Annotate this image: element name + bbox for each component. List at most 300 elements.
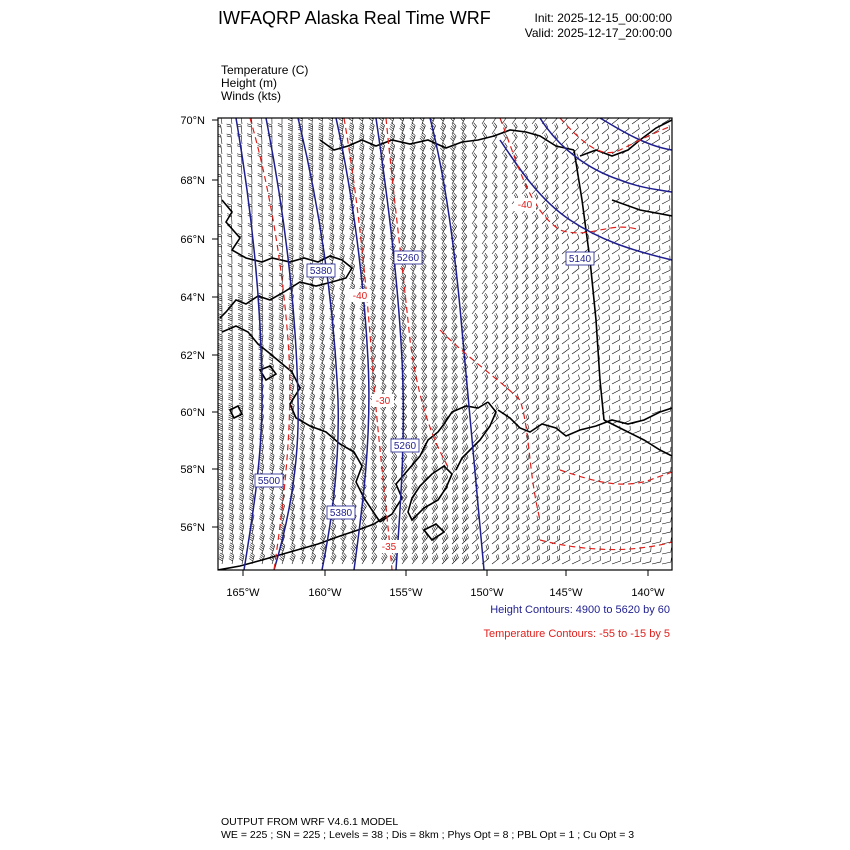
wind-barb (632, 195, 640, 204)
wind-barb (652, 537, 661, 544)
wind-barb (562, 495, 570, 504)
wind-barb (360, 443, 366, 454)
wind-barb (421, 393, 427, 404)
wind-barb (612, 335, 620, 344)
wind-barb (369, 163, 374, 174)
wind-barb (562, 314, 569, 324)
wind-barb (562, 515, 570, 524)
wind-barb (330, 383, 335, 394)
wind-barb (228, 273, 232, 284)
wind-barb (642, 145, 650, 154)
wind-barb (219, 523, 224, 534)
wind-barb (360, 433, 366, 444)
wind-barb (319, 363, 324, 374)
wind-barb (582, 465, 590, 474)
wind-barb (257, 124, 262, 134)
wind-barb (552, 184, 558, 194)
wind-barb (582, 506, 590, 514)
wind-barb (522, 213, 528, 224)
wind-barb (227, 164, 232, 174)
wind-barb (249, 443, 254, 454)
wind-barb (390, 343, 396, 354)
wind-barb (411, 323, 417, 334)
wind-barb (461, 203, 467, 214)
wind-barb (642, 205, 650, 214)
wind-barb (218, 483, 223, 494)
wind-barb (350, 463, 356, 474)
wind-barb (612, 305, 620, 314)
wind-barb (482, 484, 489, 494)
wind-barb (320, 423, 325, 434)
wind-barb (391, 423, 397, 434)
wind-barb (512, 364, 519, 374)
wind-barb (216, 144, 222, 154)
wind-barb (472, 203, 477, 214)
wind-barb (319, 203, 324, 214)
wind-barb (248, 263, 252, 274)
wind-barb (532, 284, 538, 294)
wind-barb (369, 183, 374, 194)
wind-barb (582, 475, 590, 484)
wind-barb (411, 303, 417, 314)
wind-barb (339, 293, 344, 304)
wind-barb (441, 303, 447, 314)
wind-barb (269, 383, 274, 394)
wind-barb (612, 456, 620, 464)
wind-barb (452, 433, 458, 444)
wind-barb (532, 545, 540, 554)
wind-barb (612, 486, 620, 494)
wind-barb (572, 405, 580, 414)
wind-barb (592, 486, 600, 494)
wind-barb (472, 343, 478, 354)
wind-barb (482, 143, 487, 154)
wind-barb (228, 373, 232, 384)
wind-barb (492, 203, 497, 214)
wind-barb (642, 275, 650, 284)
wind-barb (562, 364, 569, 374)
wind-barb (462, 554, 469, 564)
wind-barb (572, 124, 578, 134)
wind-barb (472, 363, 478, 374)
wind-barb (299, 243, 304, 254)
wind-barb (380, 373, 386, 384)
wind-barb (552, 214, 558, 224)
wind-barb (370, 383, 376, 394)
wind-barb (370, 433, 376, 444)
wind-barb (572, 144, 578, 154)
wind-barb (279, 413, 284, 424)
wind-barb (642, 265, 650, 274)
wind-barb (542, 294, 549, 304)
wind-barb (320, 393, 325, 404)
wind-barb (652, 245, 660, 254)
wind-barb (298, 183, 303, 194)
wind-barb (652, 437, 661, 444)
wind-barb (258, 243, 262, 254)
wind-barb (502, 554, 509, 564)
wind-barb (229, 533, 234, 544)
wind-barb (249, 433, 254, 444)
wind-barb (582, 365, 590, 374)
wind-barb (472, 253, 477, 264)
wind-barb (592, 556, 600, 564)
wind-barb (227, 174, 232, 184)
wind-barb (562, 545, 570, 554)
wind-barb (421, 343, 427, 354)
wind-barb (642, 155, 650, 164)
wind-barb (452, 493, 458, 504)
wind-barb (461, 263, 467, 274)
wind-barb (552, 384, 559, 394)
wind-barb (662, 497, 671, 504)
wind-barb (662, 316, 670, 324)
wind-barb (339, 183, 344, 194)
wind-barb (400, 193, 406, 204)
wind-barb (562, 304, 569, 314)
wind-barb (400, 123, 405, 134)
wind-barb (482, 303, 488, 314)
wind-barb (542, 254, 549, 264)
wind-barb (258, 193, 262, 204)
wind-barb (522, 545, 529, 554)
wind-barb (522, 504, 529, 514)
wind-barb (289, 333, 294, 344)
wind-barb (572, 455, 580, 464)
wind-barb (622, 436, 630, 444)
wind-barb (229, 553, 234, 564)
wind-barb (522, 354, 529, 364)
wind-barb (532, 555, 540, 564)
wind-barb (218, 473, 223, 484)
wind-barb (612, 265, 620, 274)
wind-barb (662, 417, 671, 424)
wind-barb (248, 373, 253, 384)
wind-barb (431, 303, 437, 314)
wind-barb (389, 143, 394, 154)
wind-barb (257, 114, 262, 124)
wind-barb (502, 243, 508, 254)
wind-barb (652, 457, 661, 464)
wind-barb (431, 373, 437, 384)
wind-barb (592, 546, 600, 554)
wind-barb (329, 213, 334, 224)
wind-barb (592, 506, 600, 514)
wind-barb (269, 533, 274, 544)
wind-barb (359, 133, 364, 144)
wind-barb (542, 284, 549, 294)
wind-barb (652, 286, 660, 294)
wind-barb (612, 476, 620, 484)
wind-barb (642, 426, 650, 434)
wind-barb (391, 463, 397, 474)
wind-barb (582, 546, 590, 554)
wind-barb (239, 543, 244, 554)
wind-barb (552, 244, 559, 254)
wind-barb (239, 463, 244, 474)
wind-barb (237, 184, 242, 194)
wind-barb (430, 223, 436, 234)
model-info-line2: WE = 225 ; SN = 225 ; Levels = 38 ; Dis = 8km ; Phys Opt = 8 ; PBL Opt = 1 ; Cu Opt = 3 (221, 829, 635, 841)
wind-barb (339, 283, 344, 294)
wind-barb (532, 213, 538, 224)
wind-barb (572, 485, 580, 494)
wind-barb (227, 194, 232, 204)
wind-barb (269, 333, 274, 344)
wind-barb (279, 223, 283, 234)
wind-barb (602, 194, 609, 204)
wind-barb (572, 465, 580, 474)
wind-barb (442, 443, 448, 454)
wind-barb (218, 503, 223, 514)
wind-barb (532, 344, 539, 354)
wind-barb (349, 233, 354, 244)
wind-barb (216, 154, 222, 164)
wind-barb (420, 223, 426, 234)
variable-winds: Winds (kts) (221, 89, 281, 103)
wind-barb (642, 296, 650, 304)
wind-barb (288, 213, 293, 224)
wind-barb (390, 333, 396, 344)
wind-barb (420, 193, 426, 204)
wind-barb (411, 473, 417, 484)
wind-barb (542, 515, 550, 524)
wind-barb (662, 205, 670, 214)
wind-barb (310, 523, 316, 534)
wind-barb (279, 323, 284, 334)
wind-barb (269, 393, 274, 404)
wind-barb (441, 203, 447, 214)
wind-barb (482, 444, 488, 454)
wind-barb (238, 353, 243, 364)
wind-barb (602, 425, 610, 434)
wind-barb (482, 464, 489, 474)
wind-barb (329, 243, 334, 254)
wind-barb (441, 273, 447, 284)
wind-barb (512, 253, 518, 264)
wind-barb (522, 535, 529, 544)
wind-barb (279, 403, 284, 414)
wind-barb (298, 163, 303, 174)
wind-barb (552, 374, 559, 384)
wind-barb (512, 444, 519, 454)
wind-barb (371, 463, 377, 474)
wind-barb (572, 395, 580, 404)
wind-barb (582, 315, 589, 324)
wind-barb (329, 193, 334, 204)
wind-barb (642, 356, 650, 364)
wind-barb (320, 463, 326, 474)
wind-barb (612, 536, 620, 544)
wind-barb (239, 553, 244, 564)
wind-barb (512, 374, 519, 384)
wind-barb (612, 365, 620, 374)
wind-barb (542, 475, 549, 484)
wind-barb (370, 413, 376, 424)
wind-barb (492, 383, 498, 394)
wind-barb (268, 313, 273, 324)
wind-barb (450, 153, 456, 164)
wind-barb (380, 303, 386, 314)
wind-barb (572, 475, 580, 484)
wind-barb (320, 433, 325, 444)
wind-barb (462, 403, 468, 414)
wind-barb (492, 173, 497, 184)
wind-barb (452, 503, 458, 514)
wind-barb (582, 335, 589, 344)
wind-barb (381, 523, 387, 534)
wind-barb (452, 453, 458, 464)
wind-barb (552, 314, 559, 324)
wind-barb (228, 393, 233, 404)
wind-barb (227, 154, 232, 164)
wind-barb (288, 233, 293, 244)
wind-barb (462, 483, 468, 494)
wind-barb (482, 173, 487, 184)
wind-barb (228, 353, 232, 364)
wind-barb (662, 397, 671, 404)
wind-barb (502, 283, 508, 294)
wind-barb (431, 293, 437, 304)
wind-barb (582, 325, 589, 334)
wind-barb (319, 173, 324, 184)
wind-barb (411, 373, 417, 384)
wind-barb (562, 234, 569, 244)
wind-barb (652, 316, 660, 324)
wind-barb (360, 403, 366, 414)
wind-barb (228, 333, 232, 344)
wind-barb (329, 353, 334, 364)
wind-barb (216, 114, 222, 124)
wind-barb (309, 253, 314, 264)
wind-barb (542, 274, 549, 284)
wind-barb (592, 274, 599, 284)
wind-barb (642, 557, 651, 564)
wind-barb (289, 433, 294, 444)
wind-barb (279, 433, 284, 444)
wind-barb (422, 553, 428, 564)
wind-barb (482, 243, 487, 254)
wind-barb (308, 153, 313, 164)
wind-barb (421, 333, 427, 344)
wind-barb (400, 303, 406, 314)
wind-barb (300, 513, 305, 524)
wind-barb (349, 123, 354, 134)
wind-barb (632, 235, 640, 244)
latitude-axis (180, 115, 218, 534)
wind-barb (532, 294, 539, 304)
wind-barb (421, 283, 427, 294)
wind-barb (582, 184, 589, 194)
wind-barb (238, 263, 242, 274)
wind-barb (492, 484, 499, 494)
wind-barb (421, 383, 427, 394)
wind-barb (258, 223, 262, 234)
wind-barb (502, 223, 508, 234)
wind-barb (572, 334, 579, 344)
wind-barb (249, 403, 254, 414)
wind-barb (642, 326, 650, 334)
wind-barb (289, 453, 294, 464)
wind-barb (330, 463, 336, 474)
wind-barb (572, 515, 580, 524)
wind-barb (542, 384, 549, 394)
wind-barb (369, 153, 374, 164)
lon-tick-label: 155°W (389, 587, 423, 599)
wind-barb (339, 213, 344, 224)
wind-barb (228, 254, 232, 264)
wind-barb (441, 333, 447, 344)
wind-barb (339, 203, 344, 214)
wind-barb (572, 114, 578, 124)
wind-barb (298, 173, 303, 184)
wind-barb (319, 293, 324, 304)
wind-barb (380, 333, 386, 344)
wind-barb (432, 473, 438, 484)
wind-barb (310, 553, 316, 564)
wind-barb (289, 413, 294, 424)
wind-barb (562, 455, 570, 464)
wind-barb (237, 154, 242, 164)
wind-barb (259, 463, 264, 474)
wind-barb (502, 343, 508, 354)
wind-barb (632, 517, 641, 524)
wind-barb (542, 143, 548, 154)
wind-barb (502, 233, 508, 244)
wind-barb (288, 143, 292, 154)
wind-barb (228, 453, 233, 464)
wind-barb (239, 523, 244, 534)
wind-barb (562, 425, 570, 434)
wind-barb (238, 223, 242, 234)
wind-barb (268, 163, 272, 174)
wind-barb (248, 184, 252, 194)
wind-barb (259, 503, 264, 514)
wind-barb (512, 534, 519, 544)
wind-barb (482, 534, 489, 544)
wind-barb (472, 534, 479, 544)
lat-tick-label: 56°N (180, 522, 205, 534)
wind-barb (227, 244, 232, 254)
wind-barb (258, 273, 262, 284)
wind-barb (279, 273, 283, 284)
wind-barb (492, 163, 497, 174)
wind-barb (632, 175, 640, 184)
wind-barb (461, 183, 467, 194)
wind-barb (390, 353, 396, 364)
wind-barb (522, 314, 528, 324)
wind-barb (369, 173, 374, 184)
wind-barb (592, 455, 600, 464)
wind-barb (400, 313, 406, 324)
wind-barb (379, 123, 384, 134)
wind-barb (381, 443, 387, 454)
wind-barb (269, 443, 274, 454)
wind-barb (269, 283, 273, 294)
wind-barb (319, 303, 324, 314)
wind-barb (622, 255, 630, 264)
wind-barb (400, 173, 405, 184)
wind-barb (552, 274, 559, 284)
wind-barb (228, 293, 232, 304)
wind-barb (299, 283, 304, 294)
wind-barb (662, 236, 670, 244)
wind-barb (441, 243, 447, 254)
wind-barb (662, 558, 672, 564)
wind-barb (602, 506, 610, 514)
wind-barb (430, 203, 436, 214)
wind-barb (279, 423, 284, 434)
